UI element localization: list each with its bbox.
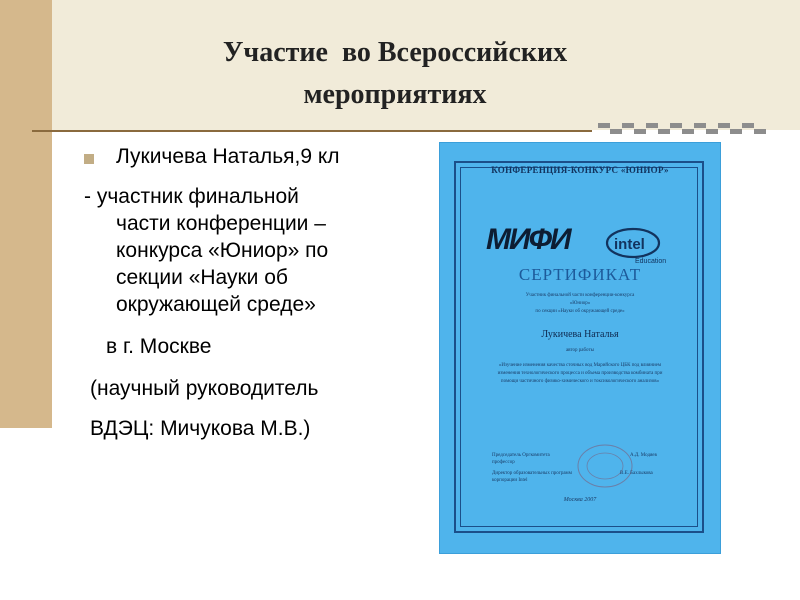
body-line: - участник финальной [84,185,299,208]
body-line: конкурса «Юниор» по [116,239,329,262]
body-line: ВДЭЦ: Мичукова М.В.) [90,417,311,440]
certificate-subtitle: «Юниор» [569,301,591,306]
signature-name: А.Д. Модяев [630,453,657,458]
title-divider [32,130,592,132]
bullet-icon [84,154,94,164]
certificate-work: «Изучение изменения качества сточных вод Марийского ЦБК под влиянием [498,363,662,368]
bullet-line: Лукичева Наталья,9 кл [116,145,340,168]
signature-role: Директор образовательных программ [492,471,572,476]
body-line: в г. Москве [106,335,212,358]
intel-logo-sub: Education [635,258,667,265]
body-line: окружающей среде» [116,293,316,316]
certificate-work: изменения технологического процесса и объема производства комбината при [497,371,663,376]
intel-logo-text: intel [614,236,645,253]
certificate-city-year: Москва 2007 [563,497,597,503]
body-line: (научный руководитель [90,377,319,400]
signature-sub: корпорации Intel [492,478,528,483]
left-accent-band [0,0,52,428]
signature-sub: профессор [492,460,515,465]
title-line-1: Участие во Всероссийских [222,37,568,68]
body-line: секции «Науки об [116,266,288,289]
mifi-logo: МИФИ [486,223,570,256]
certificate-header: КОНФЕРЕНЦИЯ-КОНКУРС «ЮНИОР» [491,165,669,175]
body-line: части конференции – [116,212,326,235]
certificate-subtitle: по секции «Науки об окружающей среде» [535,309,625,314]
certificate-image [440,143,720,553]
certificate-subtitle: Участник финальной части конференции-конкурса [525,293,635,298]
certificate-title: СЕРТИФИКАТ [518,265,642,284]
certificate-author-label: автор работы [565,348,595,353]
signature-name: В.Е. Бахлыкова [620,471,653,476]
intel-logo [605,227,685,267]
slide-title [160,32,630,116]
stamp-icon [575,441,635,491]
certificate-work: помощи частичного физико-химического и токсикологического анализов» [500,379,660,384]
certificate-recipient: Лукичева Наталья [541,329,619,340]
title-line-2: мероприятиях [303,79,487,110]
signature-role: Председатель Оргкомитета [492,453,550,458]
